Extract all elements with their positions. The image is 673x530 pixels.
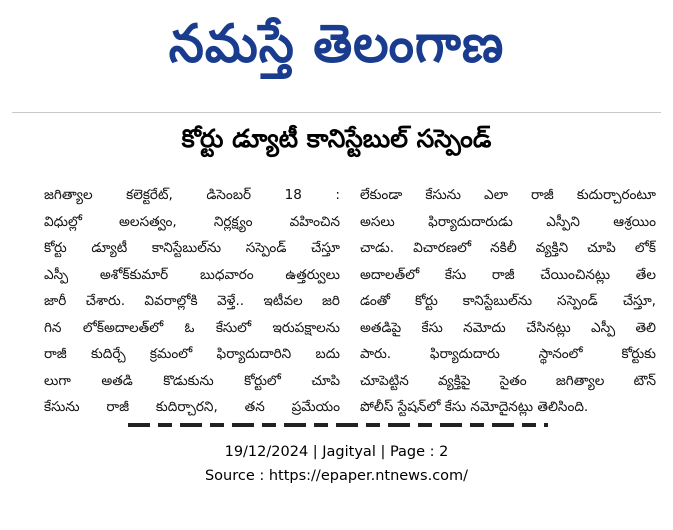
- article-line: కోర్టు డ్యూటీ కానిస్టేబుల్‌ను సస్పెండ్ చేస్తూ: [44, 240, 340, 256]
- article-line: పోలీస్ స్టేషన్‌లో కేసు నమోదైనట్లు తెలిసింది.: [360, 399, 589, 415]
- article-line: లేకుండా కేసును ఎలా రాజీ కుదుర్చారంటూ: [360, 187, 656, 203]
- masthead-divider: [12, 112, 661, 113]
- article-line: రాజీ కుదిర్చే క్రమంలో ఫిర్యాదుదారిని బదు: [44, 346, 340, 362]
- article-body: [44, 182, 656, 430]
- article-line: అసలు ఫిర్యాదుదారుడు ఎస్పీని ఆశ్రయిం: [360, 213, 656, 230]
- article-line: విధుల్లో అలసత్వం, నిర్లక్ష్యం వహించిన: [44, 213, 340, 230]
- article-line: అతడిపై కేసు నమోదు చేసినట్లు ఎస్పీ తెలి: [360, 319, 656, 336]
- article-line: జారీ చేశారు. వివరాల్లోకి వెళ్తే.. ఇటీవల జరి: [44, 293, 340, 309]
- article-line: చూపెట్టిన వ్యక్తిపై సైతం జగిత్యాల టౌన్: [360, 372, 656, 389]
- article-line: ఎస్పీ అశోక్‌కుమార్ బుధవారం ఉత్తర్వులు: [44, 266, 340, 283]
- article-line: జగిత్యాల కలెక్టరేట్, డిసెంబర్ 18 :: [44, 187, 340, 203]
- cropped-text-fragment: [128, 419, 548, 429]
- article-column-left: [44, 182, 340, 430]
- article-line: కేసును రాజీ కుదిర్చారని, తన ప్రమేయం: [44, 399, 340, 415]
- edition-info: 19/12/2024 | Jagityal | Page : 2: [224, 444, 449, 460]
- newspaper-logo-title: నమస్తే తెలంగాణ: [168, 12, 505, 74]
- article-headline: కోర్టు డ్యూటీ కానిస్టేబుల్ సస్పెండ్: [181, 124, 492, 153]
- masthead: [0, 0, 673, 100]
- article-line: లుగా అతడి కొడుకును కోర్టులో చూపి: [44, 372, 340, 389]
- article-line: పారు. ఫిర్యాదుదారు స్థానంలో కోర్టుకు: [360, 346, 656, 362]
- article-line: అదాలత్‌లో కేసు రాజీ చేయించినట్లు తేల: [360, 266, 656, 283]
- article-line: డంతో కోర్టు కానిస్టేబుల్‌ను సస్పెండ్ చేస్తూ,: [360, 293, 656, 309]
- article-line: గిన లోక్‌అదాలత్‌లో ఓ కేసులో ఇరుపక్షాలను: [44, 319, 340, 336]
- article-column-right: [360, 182, 656, 430]
- source-link: Source : https://epaper.ntnews.com/: [204, 468, 469, 484]
- page-footer: [0, 436, 673, 530]
- article-line: చాడు. విచారణలో నకిలీ వ్యక్తిని చూపి లోక్: [360, 240, 656, 256]
